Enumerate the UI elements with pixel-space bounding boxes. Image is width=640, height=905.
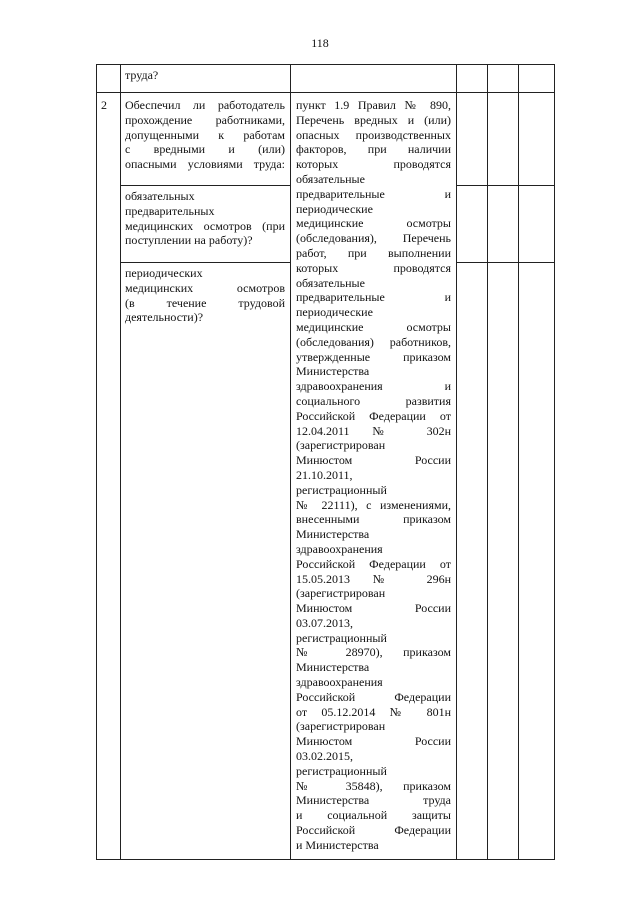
col-border-no — [518, 64, 519, 860]
reference-line: которых проводятся — [296, 157, 451, 172]
reference-line: и Министерства — [296, 837, 379, 852]
reference-line: от 05.12.2014 № 801н — [296, 704, 451, 719]
sub-question-line: (в течение трудовой — [125, 295, 285, 310]
reference-line: (обследования) работников, — [296, 334, 451, 349]
reference-line: Российской Федерации — [296, 689, 451, 704]
reference-line: № 22111), с изменениями, — [296, 497, 451, 512]
col-border-yes — [487, 64, 488, 860]
col-border-question — [290, 64, 291, 860]
reference-line: (зарегистрирован — [296, 586, 386, 601]
question-line: опасными условиями труда: — [125, 157, 285, 172]
page-number: 118 — [311, 36, 329, 50]
reference-line: Минюстом России — [296, 601, 451, 616]
reference-line: Министерства — [296, 660, 370, 675]
reference-line: Министерства — [296, 527, 370, 542]
sub1-divider — [120, 185, 290, 186]
reference-line: Российской Федерации — [296, 823, 451, 838]
row-divider-top — [96, 92, 554, 93]
reference-line: работ, при выполнении — [296, 245, 451, 260]
sub-question-line: деятельности)? — [125, 310, 204, 325]
question-line: прохождение работниками, — [125, 112, 285, 127]
row-number: 2 — [101, 98, 107, 112]
table-bottom-border — [96, 859, 554, 860]
reference-line: Минюстом России — [296, 453, 451, 468]
reference-line: и социальной защиты — [296, 808, 451, 823]
reference-line: здравоохранения — [296, 675, 383, 690]
reference-line: (обследования), Перечень — [296, 231, 451, 246]
reference-line: здравоохранения и — [296, 379, 451, 394]
reference-line: 15.05.2013 № 296н — [296, 571, 451, 586]
question-line: с вредными и (или) — [125, 142, 285, 157]
reference-line: регистрационный — [296, 763, 387, 778]
question-line: допущенными к работам — [125, 127, 285, 142]
reference-line: обязательные — [296, 171, 365, 186]
reference-line: предварительные и — [296, 186, 451, 201]
reference-line: здравоохранения — [296, 541, 383, 556]
col-border-left — [96, 64, 97, 860]
sub-question-preliminary — [125, 189, 285, 248]
reference-line: социального развития — [296, 393, 451, 408]
reference-line: пункт 1.9 Правил № 890, — [296, 98, 451, 112]
reference-line: факторов, при наличии — [296, 142, 451, 157]
col-border-number — [120, 64, 121, 860]
reference-line: регистрационный — [296, 630, 387, 645]
sub2-divider-right — [456, 262, 554, 263]
reference-line: регистрационный — [296, 482, 387, 497]
table-top-border — [96, 64, 554, 65]
sub1-divider-right — [456, 185, 554, 186]
question-tail: труда? — [125, 68, 159, 82]
reference-line: (зарегистрирован — [296, 438, 386, 453]
reference-line: 03.02.2015, — [296, 749, 353, 764]
reference-line: обязательные — [296, 275, 365, 290]
reference-line: внесенными приказом — [296, 512, 451, 527]
sub-question-periodic — [125, 266, 285, 325]
reference-line: утвержденные приказом — [296, 349, 451, 364]
reference-line: Перечень вредных и (или) — [296, 112, 451, 127]
reference-line: Министерства — [296, 364, 370, 379]
col-border-right — [554, 64, 555, 860]
sub-question-line: обязательных — [125, 189, 195, 203]
reference-line: Российской Федерации от — [296, 408, 451, 423]
sub-question-line: периодических — [125, 266, 203, 280]
reference-line: 03.07.2013, — [296, 615, 353, 630]
reference-line: медицинские осмотры — [296, 319, 451, 334]
legal-reference-text — [296, 98, 451, 853]
reference-line: Министерства труда — [296, 793, 451, 808]
question-line: Обеспечил ли работодатель — [125, 98, 285, 112]
reference-line: Российской Федерации от — [296, 556, 451, 571]
reference-line: (зарегистрирован — [296, 719, 386, 734]
reference-line: 12.04.2011 № 302н — [296, 423, 451, 438]
col-border-reference — [456, 64, 457, 860]
reference-line: № 35848), приказом — [296, 778, 451, 793]
reference-line: Минюстом России — [296, 734, 451, 749]
sub-question-line: поступлении на работу)? — [125, 233, 253, 248]
sub-question-line: предварительных — [125, 203, 215, 218]
reference-line: предварительные и — [296, 290, 451, 305]
reference-line: периодические — [296, 305, 373, 320]
question-text — [125, 98, 285, 172]
reference-line: периодические — [296, 201, 373, 216]
sub2-divider — [120, 262, 290, 263]
reference-line: медицинские осмотры — [296, 216, 451, 231]
sub-question-line: медицинских осмотров — [125, 280, 285, 295]
sub-question-line: медицинских осмотров (при — [125, 218, 285, 233]
reference-line: опасных производственных — [296, 127, 451, 142]
reference-line: которых проводятся — [296, 260, 451, 275]
reference-line: 21.10.2011, — [296, 467, 353, 482]
reference-line: № 28970), приказом — [296, 645, 451, 660]
